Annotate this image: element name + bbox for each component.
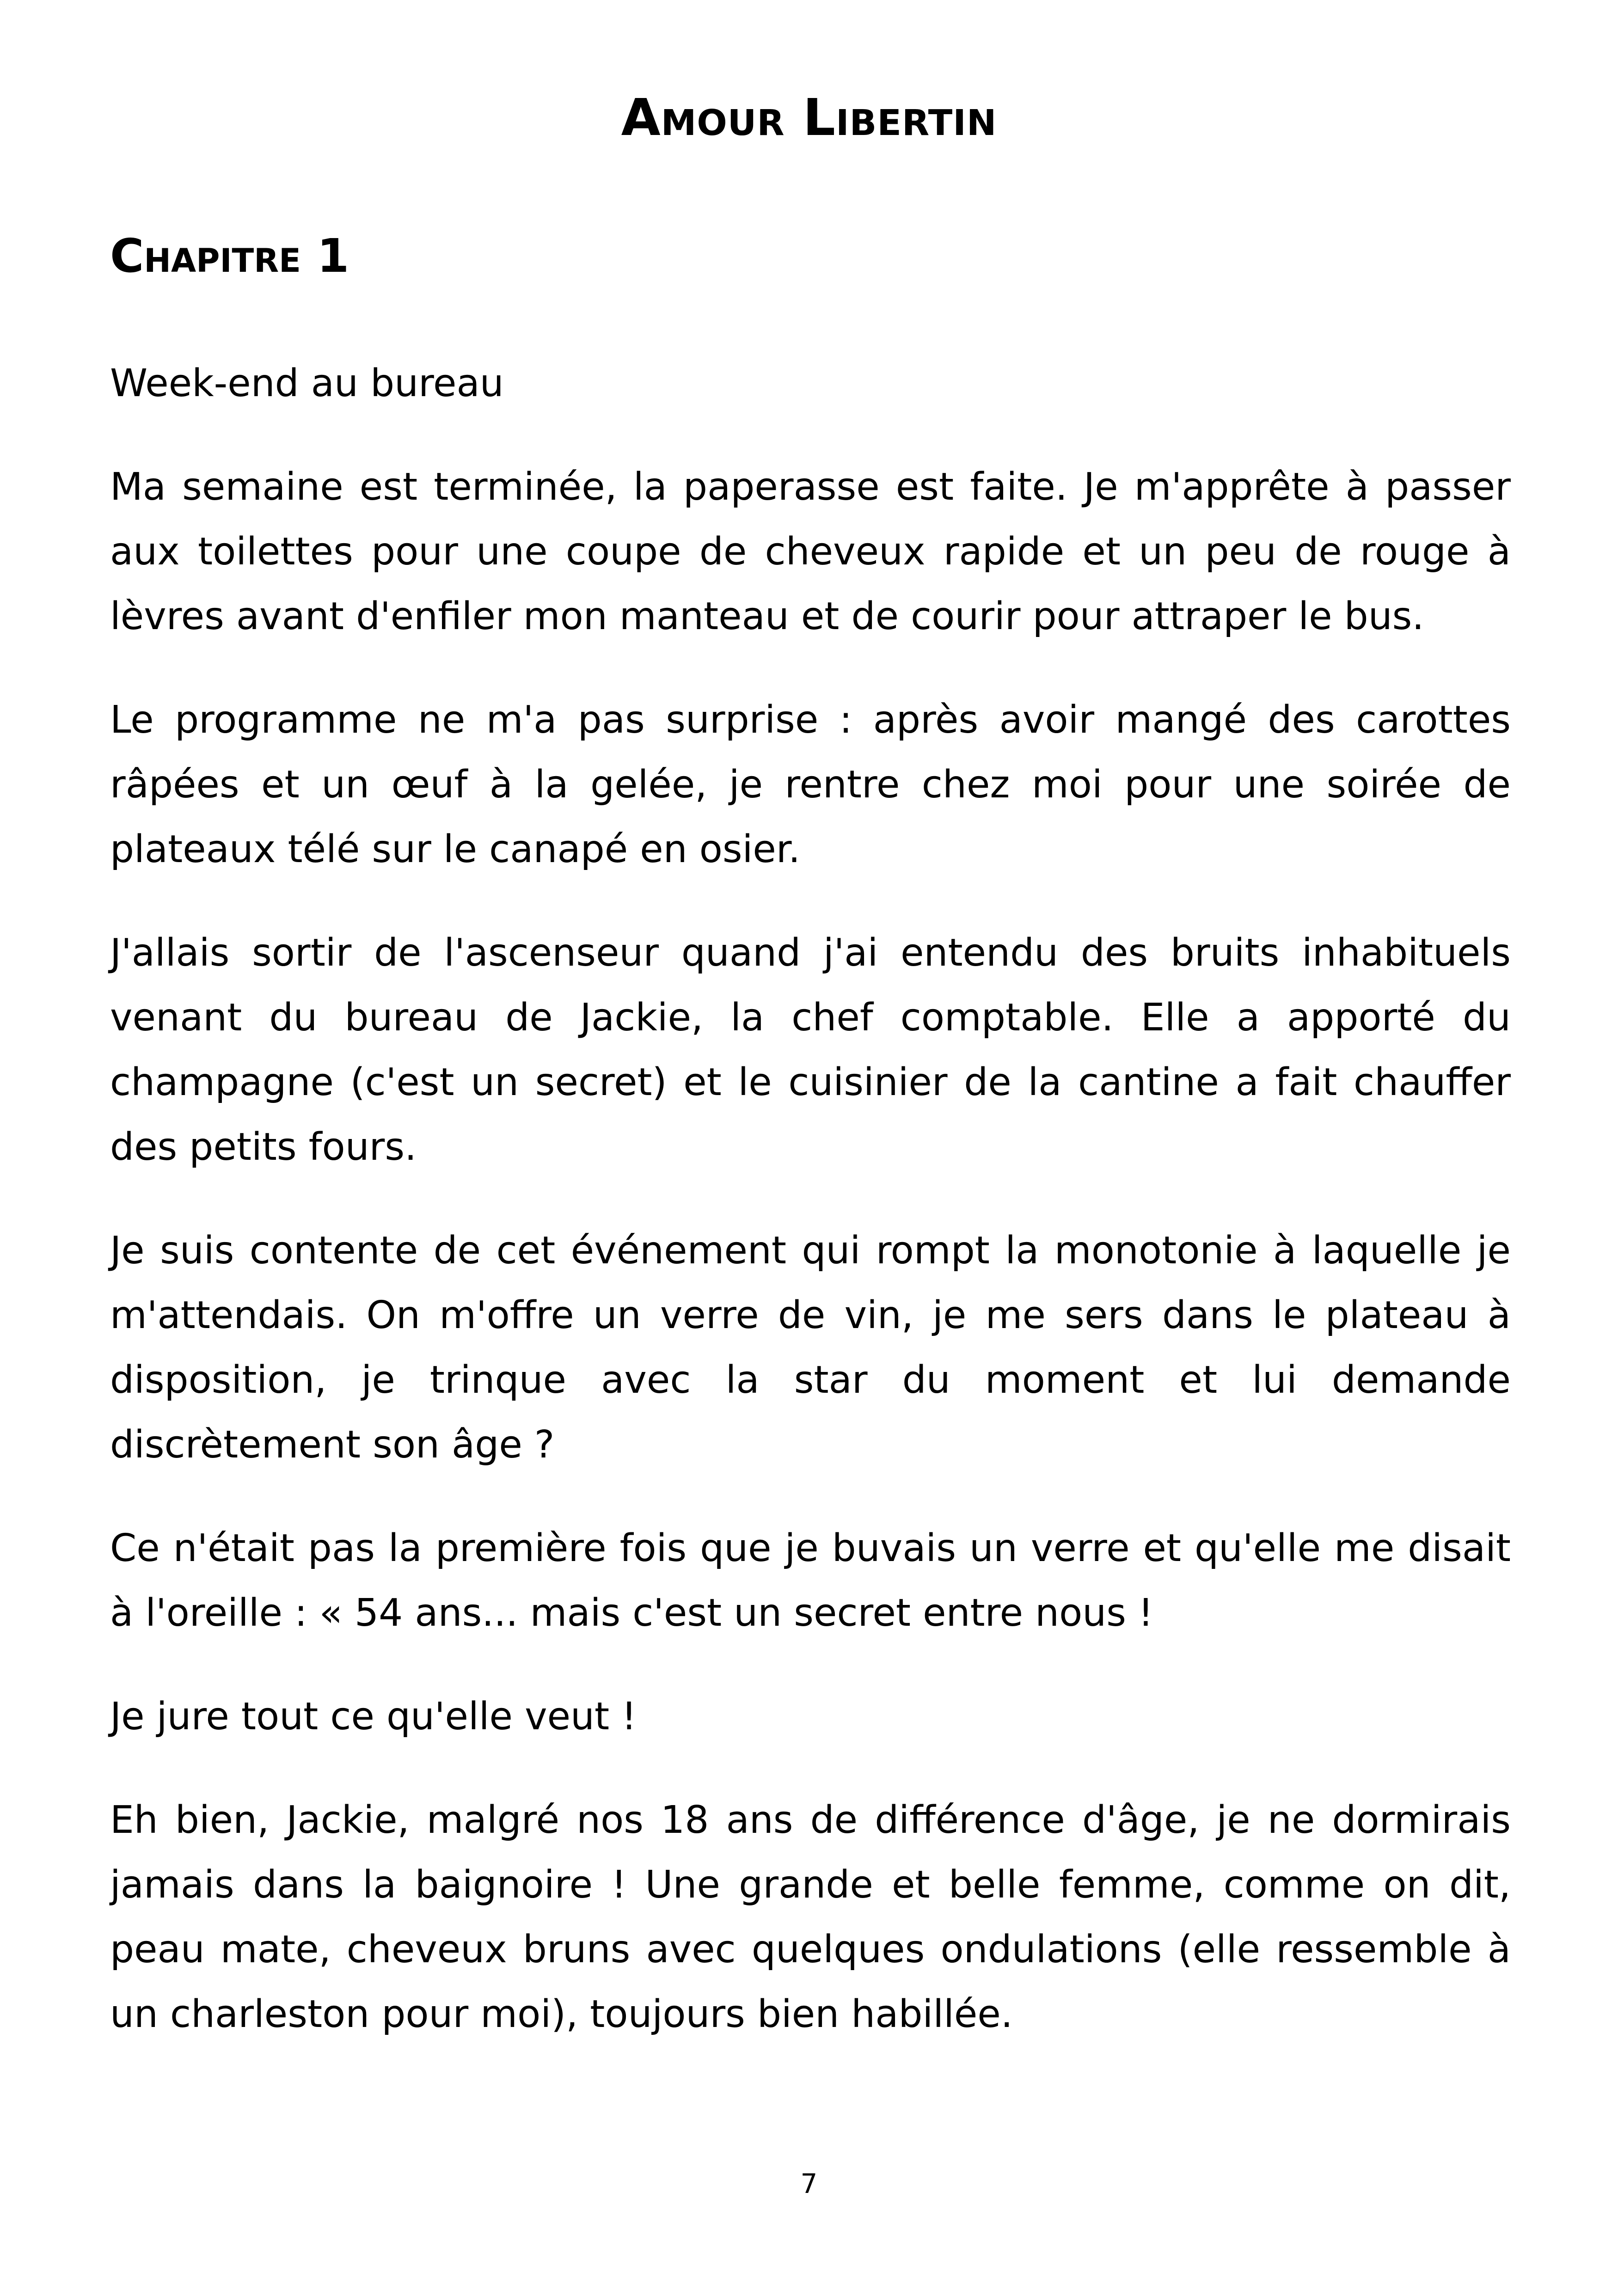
chapter-body: [110, 351, 1511, 2086]
paragraph: Je jure tout ce qu'elle veut !: [110, 1695, 637, 1739]
paragraph: Je suis contente de cet événement qui rompt la monotonie à laquelle je m'attendais. On m'offre un verre de vin, je me sers dans le plateau à disposition, je trinque avec la star du moment et lui demande discrètement son âge ?: [110, 1229, 1511, 1467]
paragraph: Ce n'était pas la première fois que je buvais un verre et qu'elle me disait à l'oreille : « 54 ans... mais c'est un secret entre nous !: [110, 1526, 1511, 1635]
paragraph: J'allais sortir de l'ascenseur quand j'ai entendu des bruits inhabituels venant du bureau de Jackie, la chef comptable. Elle a apporté du champagne (c'est un secret) et le cuisinier de la cantine a fait chauffer des petits fours.: [110, 931, 1511, 1169]
page-number: 7: [800, 2168, 818, 2199]
chapter-title: Chapitre 1: [110, 229, 349, 283]
chapter-subtitle: Week-end au bureau: [110, 361, 504, 405]
paragraph: Le programme ne m'a pas surprise : après avoir mangé des carottes râpées et un œuf à la gelée, je rentre chez moi pour une soirée de plateaux télé sur le canapé en osier.: [110, 698, 1511, 871]
paragraph: Eh bien, Jackie, malgré nos 18 ans de différence d'âge, je ne dormirais jamais dans la baignoire ! Une grande et belle femme, comme on dit, peau mate, cheveux bruns avec quelques ondulations (elle ressemble à un charleston pour moi), toujours bien habillée.: [110, 1798, 1511, 2036]
paragraph: Ma semaine est terminée, la paperasse est faite. Je m'apprête à passer aux toilettes pour une coupe de cheveux rapide et un peu de rouge à lèvres avant d'enfiler mon manteau et de courir pour attraper le bus.: [110, 465, 1511, 638]
book-title: Amour Libertin: [621, 88, 997, 147]
